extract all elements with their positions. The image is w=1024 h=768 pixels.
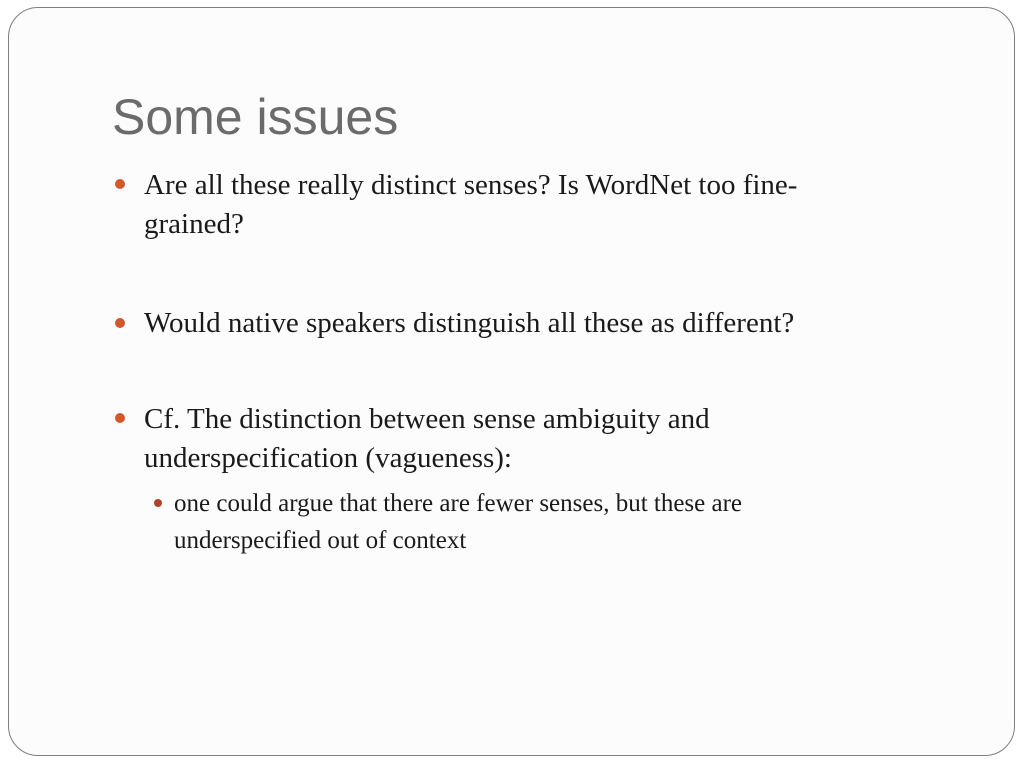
bullet-text-line: underspecification (vagueness): xyxy=(144,442,512,474)
bullet-marker xyxy=(115,179,125,189)
bullet-text-line: grained? xyxy=(144,208,244,240)
bullet-text-line: Cf. The distinction between sense ambiguity and xyxy=(144,403,710,435)
bullet-text-line: Are all these really distinct senses? Is WordNet too fine- xyxy=(144,169,798,201)
bullet-marker xyxy=(115,413,125,423)
bullet-item xyxy=(144,166,797,244)
bullet-text-line: Would native speakers distinguish all these as different? xyxy=(144,307,795,339)
sub-bullet-item xyxy=(174,485,742,559)
bullet-item xyxy=(144,400,710,478)
bullet-marker xyxy=(115,318,125,328)
sub-bullet-text-line: one could argue that there are fewer senses, but these are xyxy=(174,490,743,517)
sub-bullet-marker xyxy=(154,499,162,507)
bullet-item xyxy=(144,304,794,343)
sub-bullet-text-line: underspecified out of context xyxy=(174,527,467,554)
slide-title: Some issues xyxy=(112,89,399,145)
